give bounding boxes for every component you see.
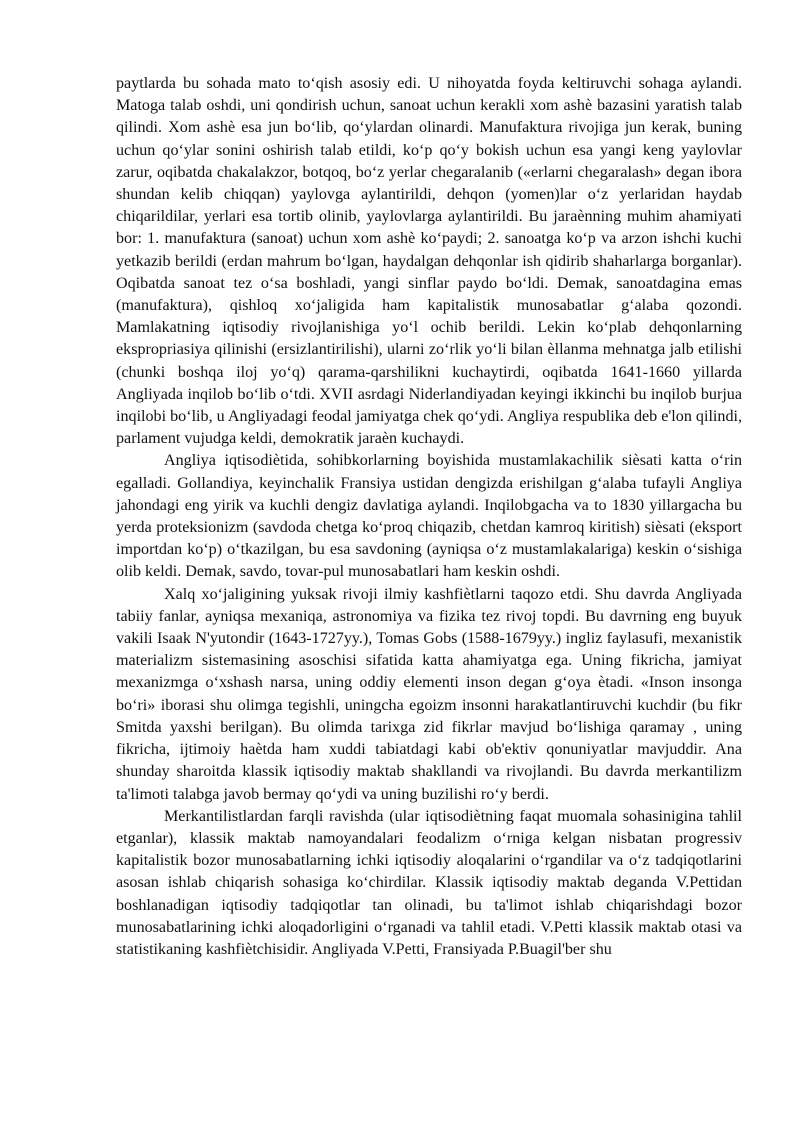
paragraph-scientific-discoveries: Xalq xo‘jaligining yuksak rivoji ilmiy kashfiètlarni taqozo etdi. Shu davrda Angliyada tabiiy fanlar, ayniqsa mexaniqa, astronomiya va fizika tez rivoj topdi. Bu davrning eng buyuk vakili Isaak N'yutondir (1643-1727yy.), Tomas Gobs (1588-1679yy.) ingliz faylasufi, mexanistik materializm sistemasining asoschisi sifatida katta ahamiyatga ega. Uning fikricha, jamiyat mexanizmga o‘xshash narsa, uning oddiy elementi inson degan g‘oya ètadi. «Inson insonga bo‘ri» iborasi shu olimga tegishli, uningcha egoizm insonni harakatlantiruvchi kuchdir (bu fikr Smitda yaxshi berilgan). Bu olimda tarixga zid fikrlar mavjud bo‘lishiga qaramay , uning fikricha, ijtimoiy haètda ham xuddi tabiatdagi kabi ob'ektiv qonuniyatlar mavjuddir. Ana shunday sharoitda klassik iqtisodiy maktab shakllandi va rivojlandi. Bu davrda merkantilizm ta'limoti talabga javob bermay qo‘ydi va uning buzilishi ro‘y berdi. [116, 585, 742, 803]
paragraph-classical-school: Merkantilistlardan farqli ravishda (ular iqtisodiètning faqat muomala sohasinigina tahlil etganlar), klassik maktab namoyandalari feodalizm o‘rniga kelgan nisbatan progressiv kapitalistik bozor munosabatlarning ichki iqtisodiy aloqalarini o‘rgandilar va o‘z tadqiqotlarini asosan ishlab chiqarish sohasiga ko‘chirdilar. Klassik iqtisodiy maktab deganda V.Pettidan boshlanadigan iqtisodiy tadqiqotlar tan olinadi, bu ta'limot ishlab chiqarishdagi bozor munosabatlarining ichki aloqadorligini o‘rganadi va tahlil etadi. V.Petti klassik maktab otasi va statistikaning kashfiètchisidir. Angliyada V.Petti, Fransiyada P.Buagil'ber shu [116, 807, 742, 958]
paragraph-continuation: paytlarda bu sohada mato to‘qish asosiy edi. U nihoyatda foyda keltiruvchi sohaga aylandi. Matoga talab oshdi, uni qondirish uchun, sanoat uchun kerakli xom ashè bazasini yaratish talab qilindi. Xom ashè esa jun bo‘lib, qo‘ylardan olinardi. Manufaktura rivojiga jun kerak, buning uchun qo‘ylar sonini oshirish talab etildi, ko‘p qo‘y bokish uchun esa yangi keng yaylovlar zarur, oqibatda chakalakzor, botqoq, bo‘z yerlar chegaralanib («erlarni chegaralash» degan ibora shundan kelib chiqqan) yaylovga aylantirildi, dehqon (yomen)lar o‘z yerlaridan haydab chiqarildilar, yerlari esa tortib olinib, yaylovlarga aylantirildi. Bu jaraènning muhim ahamiyati bor: 1. manufaktura (sanoat) uchun xom ashè ko‘paydi; 2. sanoatga ko‘p va arzon ishchi kuchi yetkazib berildi (erdan mahrum bo‘lgan, haydalgan dehqonlar ish qidirib shaharlarga borganlar). Oqibatda sanoat tez o‘sa boshladi, yangi sinflar paydo bo‘ldi. Demak, sanoatdagina emas (manufaktura), qishloq xo‘jaligida ham kapitalistik munosabatlar g‘alaba qozondi. Mamlakatning iqtisodiy rivojlanishiga yo‘l ochib berildi. Lekin ko‘plab dehqonlarning ekspropriasiya qilinishi (ersizlantirilishi), ularni zo‘rlik yo‘li bilan èllanma mehnatga jalb etilishi (chunki boshqa iloj yo‘q) qarama-qarshilikni kuchaytirdi, oqibatda 1641-1660 yillarda Angliyada inqilob bo‘lib o‘tdi. XVII asrdagi Niderlandiyadan keyingi ikkinchi bu inqilob burjua inqilobi bo‘lib, u Angliyadagi feodal jamiyatga chek qo‘ydi. Angliya respublika deb e'lon qilindi, parlament vujudga keldi, demokratik jaraèn kuchaydi. [116, 75, 742, 448]
document-page [116, 73, 742, 961]
paragraph-colonial-policy: Angliya iqtisodiètida, sohibkorlarning boyishida mustamlakachilik sièsati katta o‘rin egalladi. Gollandiya, keyinchalik Fransiya ustidan dengizda erishilgan g‘alaba tufayli Angliya jahondagi eng yirik va kuchli dengiz davlatiga aylandi. Inqilobgacha va to 1830 yillargacha bu yerda proteksionizm (savdoda chetga ko‘proq chiqazib, chetdan kamroq kiritish) sièsati (eksport importdan ko‘p) o‘tkazilgan, bu esa savdoning (ayniqsa o‘z mustamlakalariga) keskin o‘sishiga olib keldi. Demak, savdo, tovar-pul munosabatlari ham keskin oshdi. [116, 452, 742, 581]
